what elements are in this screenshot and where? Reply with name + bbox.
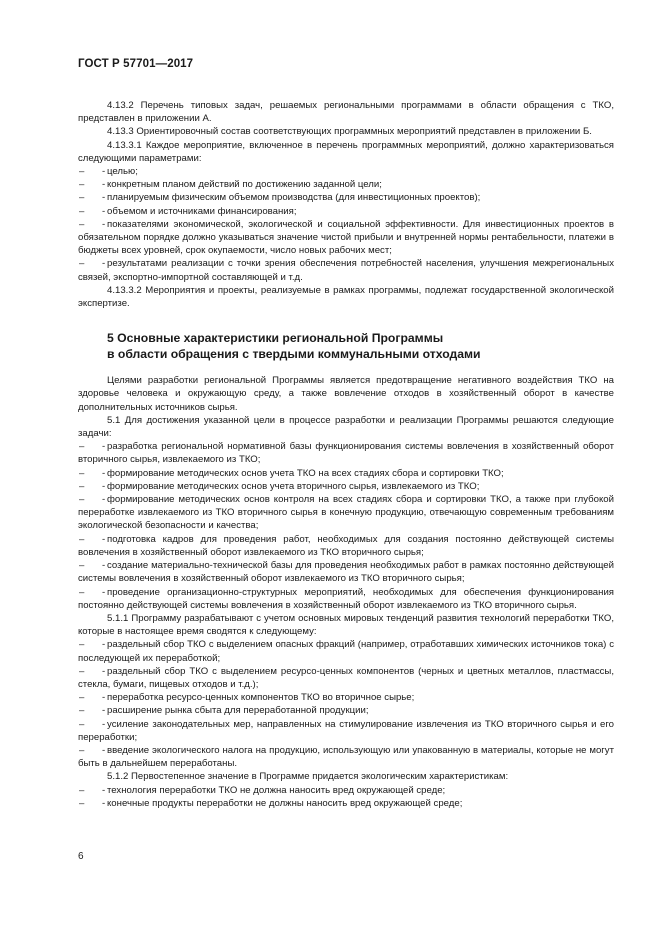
paragraph: 4.13.3.1 Каждое мероприятие, включенное в перечень программных мероприятий, должно характеризоваться следующими параметрами:	[78, 139, 614, 164]
list-item: – -целью;	[78, 165, 614, 178]
dash-marker	[78, 586, 107, 599]
dash-marker	[78, 218, 107, 231]
list-item: – -формирование методических основ учета вторичного сырья, извлекаемого из ТКО;	[78, 480, 614, 493]
paragraph: 5.1 Для достижения указанной цели в процессе разработки и реализации Программы решаются следующие задачи:	[78, 414, 614, 440]
dash-marker	[78, 480, 107, 493]
dash-marker	[78, 257, 107, 270]
list-item: – -проведение организационно-структурных мероприятий, необходимых для обеспечения функционирования постоянно действующей системы вовлечения в хозяйственный оборот извлекаемого из ТКО вторичного сырья.	[78, 586, 614, 612]
paragraph: Целями разработки региональной Программы является предотвращение негативного воздействия ТКО на здоровье человека и окружающую среду, а также вовлечение отходов в хозяйственный оборот в качестве дополнительных источников сырья.	[78, 375, 614, 413]
list-item: – -введение экологического налога на продукцию, использующую или упакованную в материалы, которые не могут быть в дальнейшем переработаны.	[78, 744, 614, 770]
dash-marker	[78, 165, 107, 178]
dash-marker	[78, 784, 107, 797]
section-heading	[78, 330, 614, 362]
document-body	[78, 99, 614, 810]
dash-marker	[78, 533, 107, 546]
list-item: – -подготовка кадров для проведения работ, необходимых для создания постоянно действующей системы вовлечения в хозяйственный оборот извлекаемого из ТКО вторичного сырья;	[78, 533, 614, 559]
dash-marker	[78, 665, 107, 678]
list-item: – -конкретным планом действий по достижению заданной цели;	[78, 178, 614, 191]
paragraph: 5.1.1 Программу разрабатывают с учетом основных мировых тенденций развития технологий переработки ТКО, которые в настоящее время сводятся к следующему:	[78, 612, 614, 638]
list-item: – -усиление законодательных мер, направленных на стимулирование извлечения из ТКО вторичного сырья и его переработки;	[78, 718, 614, 744]
list-item: – -переработка ресурсо-ценных компонентов ТКО во вторичное сырье;	[78, 691, 614, 704]
list-item: – -расширение рынка сбыта для переработанной продукции;	[78, 704, 614, 717]
dash-marker	[78, 638, 107, 651]
list-item: – -показателями экономической, экологической и социальной эффективности. Для инвестиционных проектов в обязательном порядке должно указываться значение чистой прибыли и внутренней нормы рентабельности, платежи в бюджеты всех уровней, срок окупаемости, число новых рабочих мест;	[78, 218, 614, 258]
list-item: – -технология переработки ТКО не должна наносить вред окружающей среде;	[78, 784, 614, 797]
dash-marker	[78, 797, 107, 810]
page-number: 6	[78, 851, 84, 862]
dash-marker	[78, 691, 107, 704]
list-item: – -формирование методических основ контроля на всех стадиях сбора и сортировки ТКО, а также при глубокой переработке извлекаемого из ТКО вторичного сырья в конечную продукцию, отвечающую современным требованиям экологической безопасности и качества;	[78, 493, 614, 533]
dash-marker	[78, 178, 107, 191]
list-item: – -конечные продукты переработки не должны наносить вред окружающей среде;	[78, 797, 614, 810]
dash-marker	[78, 744, 107, 757]
dash-marker	[78, 718, 107, 731]
dash-marker	[78, 559, 107, 572]
list-item: – -результатами реализации с точки зрения обеспечения потребностей населения, улучшения межрегиональных связей, экспортно-импортной составляющей и т.д.	[78, 257, 614, 283]
list-item: – -объемом и источниками финансирования;	[78, 205, 614, 218]
section-heading-line: 5 Основные характеристики региональной Программы	[107, 331, 444, 346]
dash-marker	[78, 205, 107, 218]
paragraph: 4.13.3.2 Мероприятия и проекты, реализуемые в рамках программы, подлежат государственной экологической экспертизе.	[78, 284, 614, 310]
dash-marker	[78, 191, 107, 204]
paragraph: 4.13.3 Ориентировочный состав соответствующих программных мероприятий представлен в приложении Б.	[107, 126, 592, 138]
paragraph: 5.1.2 Первостепенное значение в Программе придается экологическим характеристикам:	[107, 771, 509, 783]
list-item: – -разработка региональной нормативной базы функционирования системы вовлечения в хозяйственный оборот вторичного сырья, извлекаемого из ТКО;	[78, 440, 614, 466]
dash-marker	[78, 493, 107, 506]
list-item: – -формирование методических основ учета ТКО на всех стадиях сбора и сортировки ТКО;	[78, 467, 614, 480]
document-header: ГОСТ Р 57701—2017	[78, 58, 194, 70]
list-item: – -создание материально-технической базы для проведения необходимых работ в рамках постоянно действующей системы вовлечения в хозяйственный оборот извлекаемого из ТКО вторичного сырья;	[78, 559, 614, 585]
list-item: – -раздельный сбор ТКО с выделением опасных фракций (например, отработавших химических источников тока) с последующей их переработкой;	[78, 638, 614, 664]
section-heading-line: в области обращения с твердыми коммунальными отходами	[107, 347, 481, 362]
dash-marker	[78, 704, 107, 717]
list-item: – -раздельный сбор ТКО с выделением ресурсо-ценных компонентов (черных и цветных металлов, пластмассы, стекла, бумаги, пищевых отходов и т.д.);	[78, 665, 614, 691]
dash-marker	[78, 440, 107, 453]
list-item: – -планируемым физическим объемом производства (для инвестиционных проектов);	[78, 191, 614, 204]
paragraph: 4.13.2 Перечень типовых задач, решаемых региональными программами в области обращения с ТКО, представлен в приложении А.	[78, 100, 614, 125]
dash-marker	[78, 467, 107, 480]
